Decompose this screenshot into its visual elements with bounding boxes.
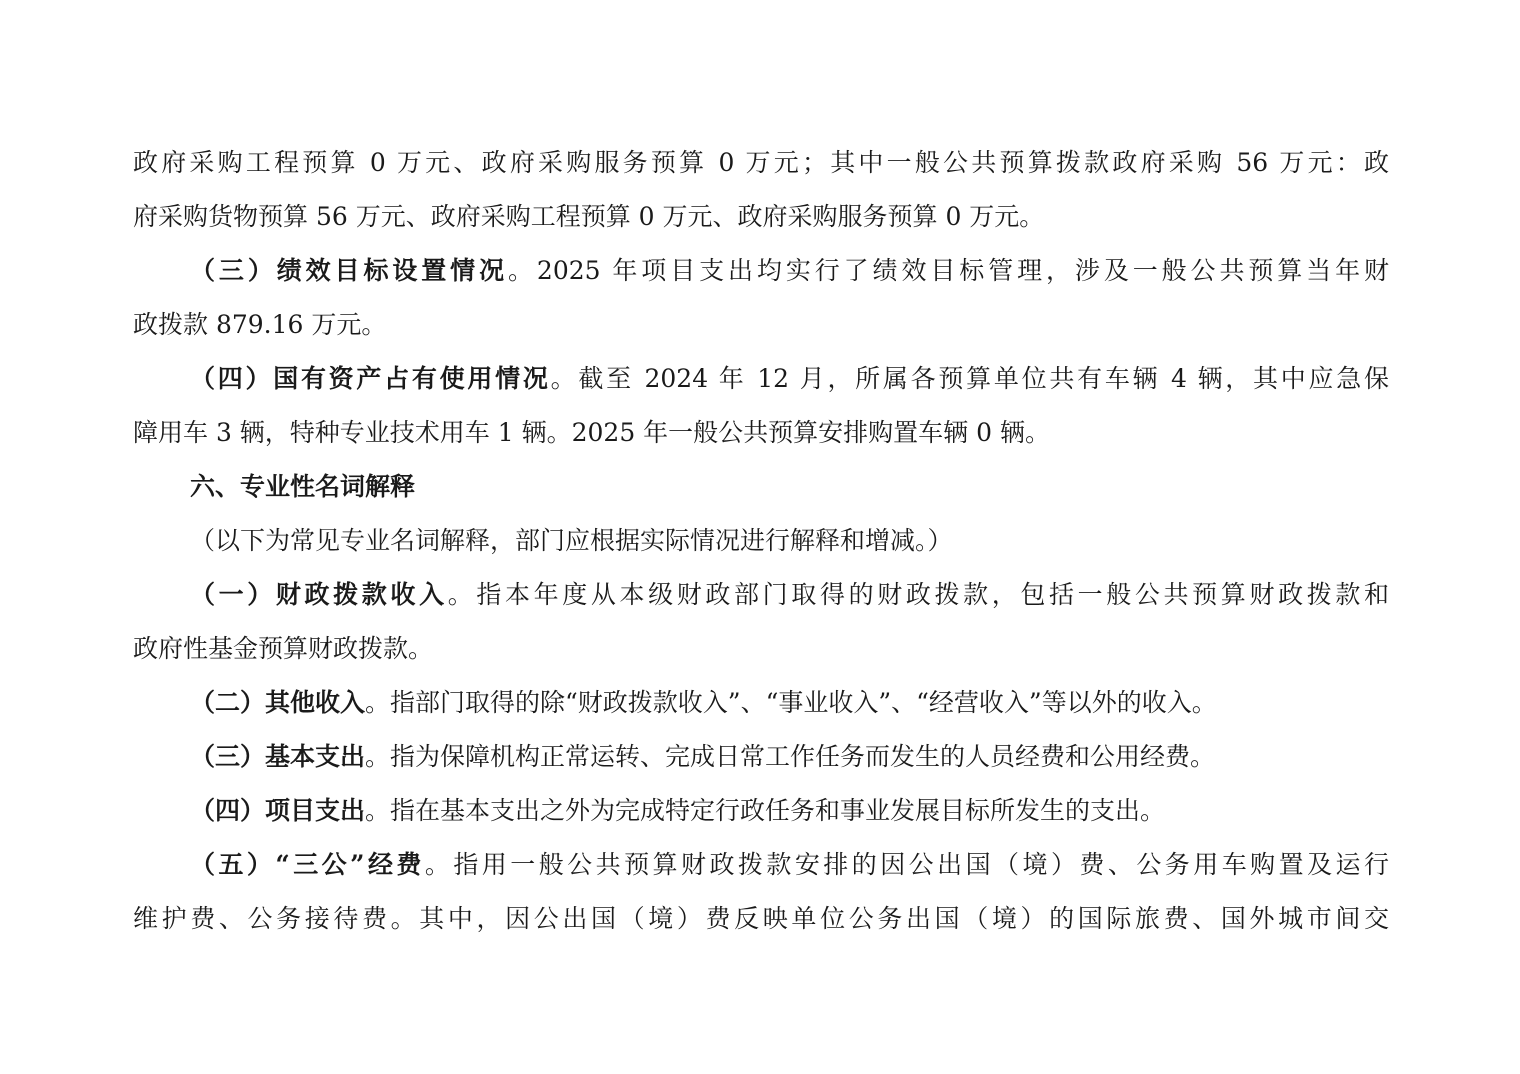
definition-fiscal-appropriation-income: 。指本年度从本级财政部门取得的财政拨款，包括一般公共预算财政拨款和 <box>447 580 1389 609</box>
paragraph-line-10 <box>133 622 1389 676</box>
paragraph-line-15 <box>133 892 1389 946</box>
definition-project-expenditure: 。指在基本支出之外为完成特定行政任务和事业发展目标所发生的支出。 <box>365 796 1166 825</box>
definition-three-public-expenses-cont: 维护费、公务接待费。其中，因公出国（境）费反映单位公务出国（境）的国际旅费、国外城市间交 <box>133 904 1389 933</box>
text-terms-note: （以下为常见专业名词解释，部门应根据实际情况进行解释和增减。） <box>190 526 953 555</box>
definition-other-income: 。指部门取得的除“财政拨款收入”、“事业收入”、“经营收入”等以外的收入。 <box>365 688 1217 717</box>
paragraph-line-6 <box>133 406 1389 460</box>
paragraph-line-2 <box>133 190 1389 244</box>
section-heading-terms <box>133 460 1389 514</box>
paragraph-line-1 <box>133 136 1389 190</box>
paragraph-line-4 <box>133 298 1389 352</box>
definition-basic-expenditure: 。指为保障机构正常运转、完成日常工作任务而发生的人员经费和公用经费。 <box>365 742 1216 771</box>
paragraph-line-12 <box>133 730 1389 784</box>
section-title: 六、专业性名词解释 <box>190 472 416 501</box>
text-vehicles: 障用车 3 辆，特种专业技术用车 1 辆。2025 年一般公共预算安排购置车辆 0 辆。 <box>133 418 1050 447</box>
subheading-performance-targets: （三）绩效目标设置情况 <box>190 256 508 285</box>
paragraph-line-13 <box>133 784 1389 838</box>
paragraph-line-3 <box>133 244 1389 298</box>
term-fiscal-appropriation-income: （一）财政拨款收入 <box>190 580 448 609</box>
term-project-expenditure: （四）项目支出 <box>190 796 366 825</box>
text-state-assets: 。截至 2024 年 12 月，所属各预算单位共有车辆 4 辆，其中应急保 <box>550 364 1389 393</box>
term-other-income: （二）其他收入 <box>190 688 366 717</box>
paragraph-line-9 <box>133 568 1389 622</box>
text-performance-amount: 政拨款 879.16 万元。 <box>133 310 387 339</box>
text-procurement-continued: 政府采购工程预算 0 万元、政府采购服务预算 0 万元；其中一般公共预算拨款政府采购 56 万元：政 <box>133 148 1389 177</box>
term-three-public-expenses: （五）“三公”经费 <box>190 850 425 879</box>
definition-fiscal-appropriation-income-cont: 政府性基金预算财政拨款。 <box>133 634 434 663</box>
definition-three-public-expenses: 。指用一般公共预算财政拨款安排的因公出国（境）费、公务用车购置及运行 <box>424 850 1389 879</box>
paragraph-line-11 <box>133 676 1389 730</box>
subheading-state-assets: （四）国有资产占有使用情况 <box>190 364 551 393</box>
paragraph-line-14 <box>133 838 1389 892</box>
paragraph-line-8 <box>133 514 1389 568</box>
paragraph-line-5 <box>133 352 1389 406</box>
document-page <box>133 136 1389 946</box>
term-basic-expenditure: （三）基本支出 <box>190 742 366 771</box>
text-procurement-goods: 府采购货物预算 56 万元、政府采购工程预算 0 万元、政府采购服务预算 0 万元。 <box>133 202 1045 231</box>
text-performance-targets: 。2025 年项目支出均实行了绩效目标管理，涉及一般公共预算当年财 <box>508 256 1389 285</box>
